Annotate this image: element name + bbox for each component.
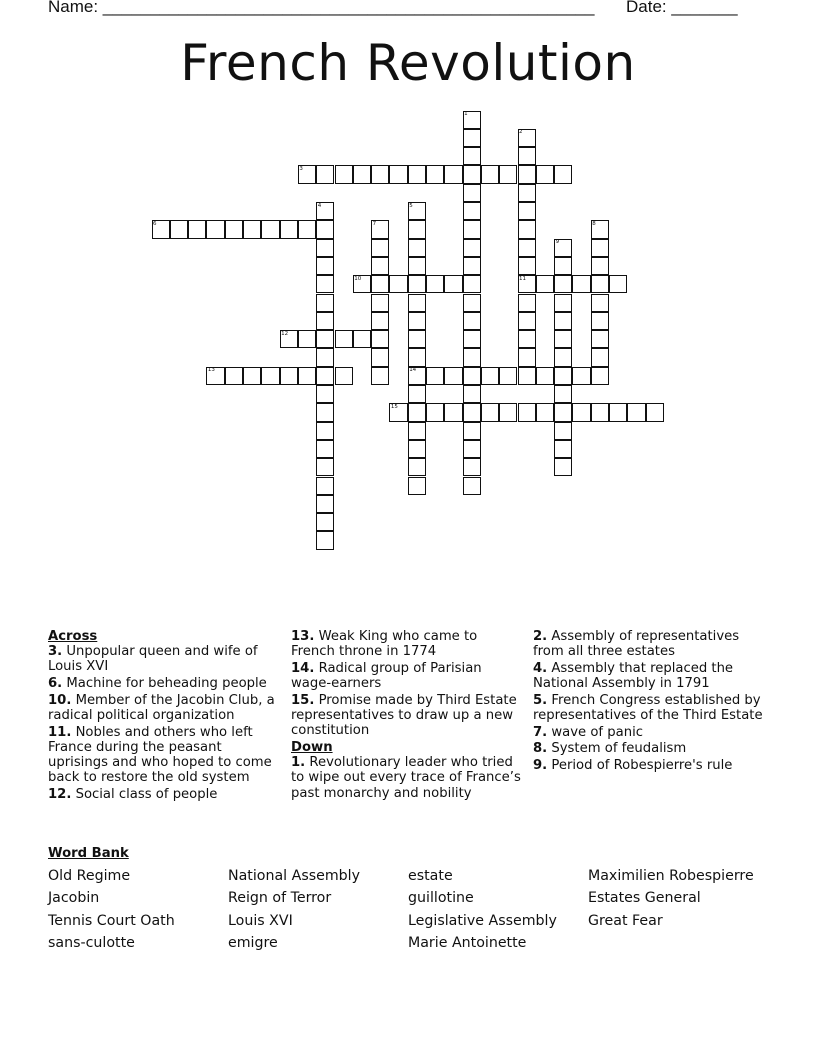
crossword-cell[interactable] <box>316 294 334 312</box>
crossword-cell[interactable] <box>518 294 536 312</box>
crossword-cell[interactable] <box>316 348 334 366</box>
word-bank-item: Reign of Terror <box>228 890 332 906</box>
across-clue-15: 15. Promise made by Third Estate representatives to draw up a new constitution <box>291 692 517 739</box>
crossword-cell[interactable] <box>463 202 481 220</box>
crossword-cell[interactable] <box>408 294 426 312</box>
crossword-cell[interactable] <box>536 275 554 293</box>
crossword-cell[interactable] <box>518 184 536 202</box>
crossword-cell[interactable] <box>316 239 334 257</box>
crossword-cell[interactable] <box>463 184 481 202</box>
crossword-cell[interactable] <box>554 330 572 348</box>
crossword-cell[interactable] <box>408 312 426 330</box>
crossword-cell[interactable] <box>298 220 316 238</box>
clue-number-label: 8 <box>592 220 596 227</box>
crossword-cell[interactable] <box>463 458 481 476</box>
crossword-cell[interactable] <box>353 330 371 348</box>
crossword-cell[interactable] <box>170 220 188 238</box>
down-clue-2: 2. Assembly of representatives from all three estates <box>533 629 740 660</box>
clue-number-label: 6 <box>153 220 157 227</box>
word-bank-heading: Word Bank <box>48 846 129 861</box>
crossword-cell[interactable] <box>371 367 389 385</box>
crossword-cell[interactable] <box>371 239 389 257</box>
crossword-cell[interactable] <box>481 165 499 183</box>
word-bank-item: Tennis Court Oath <box>48 913 175 929</box>
crossword-cell[interactable] <box>444 403 462 421</box>
crossword-cell[interactable] <box>518 403 536 421</box>
across-clue-11: 11. Nobles and others who left France during the peasant uprisings and who hoped to come back to restore the old system <box>48 724 272 786</box>
crossword-cell[interactable] <box>518 165 536 183</box>
across-heading: Across <box>48 629 98 644</box>
crossword-cell[interactable] <box>554 275 572 293</box>
crossword-cell[interactable] <box>554 294 572 312</box>
clues-column-2 <box>291 629 523 802</box>
crossword-cell[interactable] <box>280 367 298 385</box>
crossword-cell[interactable] <box>408 220 426 238</box>
crossword-cell[interactable] <box>463 477 481 495</box>
crossword-cell[interactable] <box>371 312 389 330</box>
crossword-cell[interactable] <box>353 165 371 183</box>
crossword-cell[interactable] <box>408 458 426 476</box>
crossword-cell[interactable] <box>536 403 554 421</box>
crossword-cell[interactable] <box>518 220 536 238</box>
word-bank-item: guillotine <box>408 890 474 906</box>
crossword-cell[interactable] <box>463 257 481 275</box>
clue-number-label: 7 <box>372 220 377 227</box>
crossword-cell[interactable] <box>554 385 572 403</box>
crossword-cell[interactable] <box>298 330 316 348</box>
across-clue-12: 12. Social class of people <box>48 787 218 803</box>
crossword-cell[interactable] <box>463 440 481 458</box>
crossword-cell[interactable] <box>316 495 334 513</box>
crossword-cell[interactable] <box>518 348 536 366</box>
word-bank-item: Marie Antoinette <box>408 935 527 951</box>
crossword-cell[interactable] <box>463 165 481 183</box>
crossword-cell[interactable] <box>371 257 389 275</box>
clue-number-label: 5 <box>409 202 413 209</box>
crossword-cell[interactable] <box>518 330 536 348</box>
clue-number-label: 13 <box>207 367 215 374</box>
down-clue-5: 5. French Congress established by representatives of the Third Estate <box>533 692 763 724</box>
crossword-cell[interactable] <box>554 367 572 385</box>
crossword-cell[interactable] <box>463 330 481 348</box>
crossword-cell[interactable] <box>609 275 627 293</box>
crossword-cell[interactable] <box>591 403 609 421</box>
crossword-cell[interactable] <box>554 403 572 421</box>
crossword-cell[interactable] <box>408 440 426 458</box>
word-bank-item: Louis XVI <box>228 913 293 929</box>
crossword-cell[interactable] <box>627 403 645 421</box>
crossword-cell[interactable] <box>463 294 481 312</box>
crossword-cell[interactable] <box>591 257 609 275</box>
crossword-cell[interactable] <box>463 348 481 366</box>
word-bank-item: Jacobin <box>48 890 100 906</box>
crossword-cell[interactable] <box>261 220 279 238</box>
crossword-cell[interactable] <box>408 348 426 366</box>
crossword-cell[interactable] <box>316 165 334 183</box>
crossword-cell[interactable] <box>536 367 554 385</box>
down-clue-1: 1. Revolutionary leader who tried to wipe out every trace of France’s past monarchy and nobility <box>291 755 521 801</box>
clue-number-label: 3 <box>299 165 303 172</box>
crossword-cell[interactable] <box>481 403 499 421</box>
clue-number-label: 15 <box>390 403 398 410</box>
crossword-cell[interactable] <box>316 367 334 385</box>
crossword-cell[interactable] <box>426 403 444 421</box>
crossword-cell[interactable] <box>426 275 444 293</box>
crossword-cell[interactable] <box>646 403 664 421</box>
across-clue-10: 10. Member of the Jacobin Club, a radical political organization <box>48 692 275 724</box>
word-bank-item: Legislative Assembly <box>408 913 557 929</box>
crossword-cell[interactable] <box>463 367 481 385</box>
word-bank-item: Great Fear <box>588 913 663 929</box>
crossword-cell[interactable] <box>609 403 627 421</box>
crossword-cell[interactable] <box>335 330 353 348</box>
crossword-cell[interactable] <box>225 220 243 238</box>
crossword-cell[interactable] <box>518 367 536 385</box>
crossword-cell[interactable] <box>463 147 481 165</box>
crossword-cell[interactable] <box>316 403 334 421</box>
down-heading: Down <box>291 739 333 755</box>
crossword-cell[interactable] <box>463 129 481 147</box>
clue-number-label: 2 <box>519 129 523 136</box>
word-bank-item: emigre <box>228 935 278 951</box>
crossword-cell[interactable] <box>463 275 481 293</box>
crossword-cell[interactable] <box>371 348 389 366</box>
crossword-cell[interactable] <box>591 275 609 293</box>
crossword-cell[interactable] <box>591 239 609 257</box>
crossword-cell[interactable] <box>499 165 517 183</box>
crossword-cell[interactable] <box>371 165 389 183</box>
crossword-cell[interactable] <box>591 294 609 312</box>
crossword-cell[interactable] <box>591 348 609 366</box>
crossword-cell[interactable] <box>499 367 517 385</box>
crossword-cell[interactable] <box>463 312 481 330</box>
crossword-cell[interactable] <box>426 165 444 183</box>
crossword-cell[interactable] <box>426 367 444 385</box>
crossword-cell[interactable] <box>206 220 224 238</box>
crossword-cell[interactable] <box>316 385 334 403</box>
crossword-cell[interactable] <box>463 422 481 440</box>
crossword-cell[interactable] <box>554 458 572 476</box>
crossword-cell[interactable] <box>389 275 407 293</box>
across-clue-14: 14. Radical group of Parisian wage-earners <box>291 660 482 692</box>
crossword-cell[interactable] <box>371 275 389 293</box>
clues-column-3 <box>533 629 763 775</box>
crossword-cell[interactable] <box>316 422 334 440</box>
crossword-cell[interactable] <box>225 367 243 385</box>
clue-number-label: 1 <box>464 111 468 117</box>
crossword-cell[interactable] <box>371 294 389 312</box>
word-bank-item: Estates General <box>588 890 701 906</box>
crossword-cell[interactable] <box>408 275 426 293</box>
crossword-cell[interactable] <box>463 220 481 238</box>
crossword-cell[interactable] <box>554 165 572 183</box>
crossword-cell[interactable] <box>444 165 462 183</box>
crossword-cell[interactable] <box>188 220 206 238</box>
word-bank-item: estate <box>408 868 453 884</box>
crossword-cell[interactable] <box>518 202 536 220</box>
name-field-label: Name: ____________________________________________________ <box>48 0 595 16</box>
crossword-cell[interactable] <box>444 367 462 385</box>
crossword-cell[interactable] <box>536 165 554 183</box>
crossword-cell[interactable] <box>316 312 334 330</box>
down-clue-7: 7. wave of panic <box>533 724 643 740</box>
word-bank-item: Old Regime <box>48 868 131 884</box>
crossword-cell[interactable] <box>316 275 334 293</box>
crossword-cell[interactable] <box>481 367 499 385</box>
crossword-cell[interactable] <box>316 458 334 476</box>
clue-number-label: 10 <box>354 275 362 282</box>
clue-number-label: 11 <box>519 275 526 282</box>
crossword-cell[interactable] <box>518 147 536 165</box>
crossword-cell[interactable] <box>243 367 261 385</box>
crossword-cell[interactable] <box>408 257 426 275</box>
puzzle-title: French Revolution <box>180 34 636 92</box>
crossword-cell[interactable] <box>408 239 426 257</box>
down-clue-4: 4. Assembly that replaced the National Assembly in 1791 <box>533 660 734 692</box>
clue-number-label: 14 <box>409 367 417 374</box>
down-clue-9: 9. Period of Robespierre's rule <box>533 758 733 774</box>
across-clue-13: 13. Weak King who came to French throne in 1774 <box>291 629 478 660</box>
crossword-cell[interactable] <box>316 257 334 275</box>
clues-column-1 <box>48 629 278 804</box>
crossword-cell[interactable] <box>316 513 334 531</box>
crossword-cell[interactable] <box>408 165 426 183</box>
crossword-cell[interactable] <box>463 403 481 421</box>
crossword-cell[interactable] <box>554 440 572 458</box>
word-bank-item: sans-culotte <box>48 935 135 951</box>
crossword-cell[interactable] <box>591 367 609 385</box>
date-field-label: Date: _______ <box>626 0 738 16</box>
across-clue-6: 6. Machine for beheading people <box>48 676 267 692</box>
crossword-cell[interactable] <box>408 422 426 440</box>
crossword-cell[interactable] <box>499 403 517 421</box>
clue-number-label: 12 <box>281 330 289 337</box>
crossword-cell[interactable] <box>554 312 572 330</box>
crossword-cell[interactable] <box>518 312 536 330</box>
crossword-cell[interactable] <box>591 330 609 348</box>
crossword-cell[interactable] <box>572 275 590 293</box>
crossword-cell[interactable] <box>518 239 536 257</box>
crossword-cell[interactable] <box>316 330 334 348</box>
across-clue-3: 3. Unpopular queen and wife of Louis XVI <box>48 644 258 675</box>
crossword-cell[interactable] <box>572 403 590 421</box>
crossword-cell[interactable] <box>554 257 572 275</box>
crossword-cell[interactable] <box>243 220 261 238</box>
crossword-cell[interactable] <box>408 330 426 348</box>
crossword-cell[interactable] <box>316 477 334 495</box>
crossword-cell[interactable] <box>463 385 481 403</box>
crossword-cell[interactable] <box>408 477 426 495</box>
crossword-cell[interactable] <box>389 165 407 183</box>
crossword-cell[interactable] <box>316 220 334 238</box>
crossword-cell[interactable] <box>572 367 590 385</box>
crossword-cell[interactable] <box>316 440 334 458</box>
down-clue-8: 8. System of feudalism <box>533 741 687 757</box>
crossword-cell[interactable] <box>335 367 353 385</box>
crossword-cell[interactable] <box>335 165 353 183</box>
crossword-cell[interactable] <box>463 239 481 257</box>
crossword-cell[interactable] <box>408 385 426 403</box>
crossword-cell[interactable] <box>280 220 298 238</box>
crossword-cell[interactable] <box>298 367 316 385</box>
crossword-cell[interactable] <box>554 422 572 440</box>
crossword-cell[interactable] <box>371 330 389 348</box>
word-bank-item: National Assembly <box>228 868 361 884</box>
crossword-cell[interactable] <box>261 367 279 385</box>
crossword-cell[interactable] <box>554 348 572 366</box>
crossword-cell[interactable] <box>316 531 334 549</box>
crossword-cell[interactable] <box>408 403 426 421</box>
word-bank-item: Maximilien Robespierre <box>588 868 754 884</box>
clue-number-label: 4 <box>317 202 322 209</box>
crossword-cell[interactable] <box>444 275 462 293</box>
clue-number-label: 9 <box>555 239 560 246</box>
crossword-cell[interactable] <box>591 312 609 330</box>
crossword-cell[interactable] <box>518 257 536 275</box>
